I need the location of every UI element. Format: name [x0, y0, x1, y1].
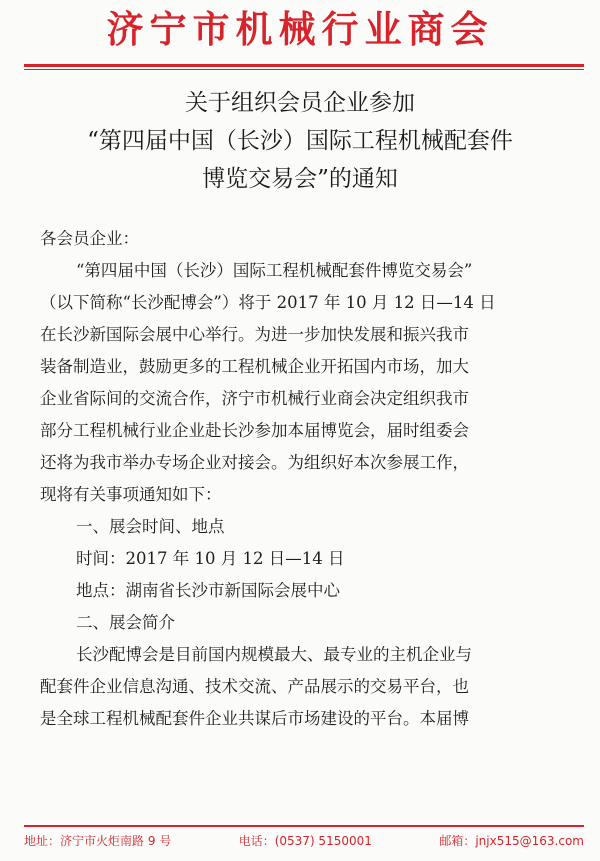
title-line-1: 关于组织会员企业参加	[185, 90, 415, 116]
paragraph-1-line: 还将为我市举办专场企业对接会。为组织好本次参展工作，	[40, 453, 469, 472]
paragraph-2-line: 是全球工程机械配套件企业共谋后市场建设的平台。本届博	[40, 709, 469, 728]
event-time: 时间：2017 年 10 月 12 日—14 日	[76, 549, 345, 568]
title-line-2: “第四届中国（长沙）国际工程机械配套件	[87, 128, 513, 154]
paragraph-1-line: 部分工程机械行业企业赴长沙参加本届博览会，届时组委会	[40, 421, 469, 440]
footer-email: 邮箱：jnjx515@163.com	[439, 834, 584, 848]
section-2-heading: 二、展会简介	[76, 613, 175, 632]
paragraph-2-line: 配套件企业信息沟通、技术交流、产品展示的交易平台，也	[40, 677, 469, 696]
paragraph-2-line: 长沙配博会是目前国内规模最大、最专业的主机企业与	[76, 645, 472, 664]
title-line-3: 博览交易会”的通知	[202, 166, 398, 192]
event-place: 地点：湖南省长沙市新国际会展中心	[76, 581, 340, 600]
footer-rule	[24, 825, 584, 827]
salutation: 各会员企业：	[40, 229, 139, 248]
footer-contact	[24, 832, 584, 850]
paragraph-1-line: 在长沙新国际会展中心举行。为进一步加快发展和振兴我市	[40, 325, 469, 344]
letterhead-footer	[0, 820, 600, 861]
paragraph-1-line: 装备制造业，鼓励更多的工程机械企业开拓国内市场，加大	[40, 357, 469, 376]
letterhead	[0, 0, 600, 62]
paragraph-1-line: 企业省际间的交流合作，济宁市机械行业商会决定组织我市	[40, 389, 469, 408]
section-1-heading: 一、展会时间、地点	[76, 517, 225, 536]
paragraph-1-line: “第四届中国（长沙）国际工程机械配套件博览交易会”	[76, 261, 473, 280]
organization-name: 济宁市机械行业商会	[106, 8, 494, 51]
paragraph-1-line: （以下简称“长沙配博会”）将于 2017 年 10 月 12 日—14 日	[40, 293, 496, 312]
letterhead-rule-thin	[24, 69, 584, 70]
footer-address: 地址：济宁市火炬南路 9 号	[24, 834, 172, 848]
footer-phone: 电话：(0537) 5150001	[238, 834, 372, 848]
paragraph-1-line: 现将有关事项通知如下：	[40, 485, 222, 504]
letterhead-rule-thick	[24, 64, 584, 67]
notice-title	[0, 84, 600, 198]
notice-body	[40, 220, 560, 735]
